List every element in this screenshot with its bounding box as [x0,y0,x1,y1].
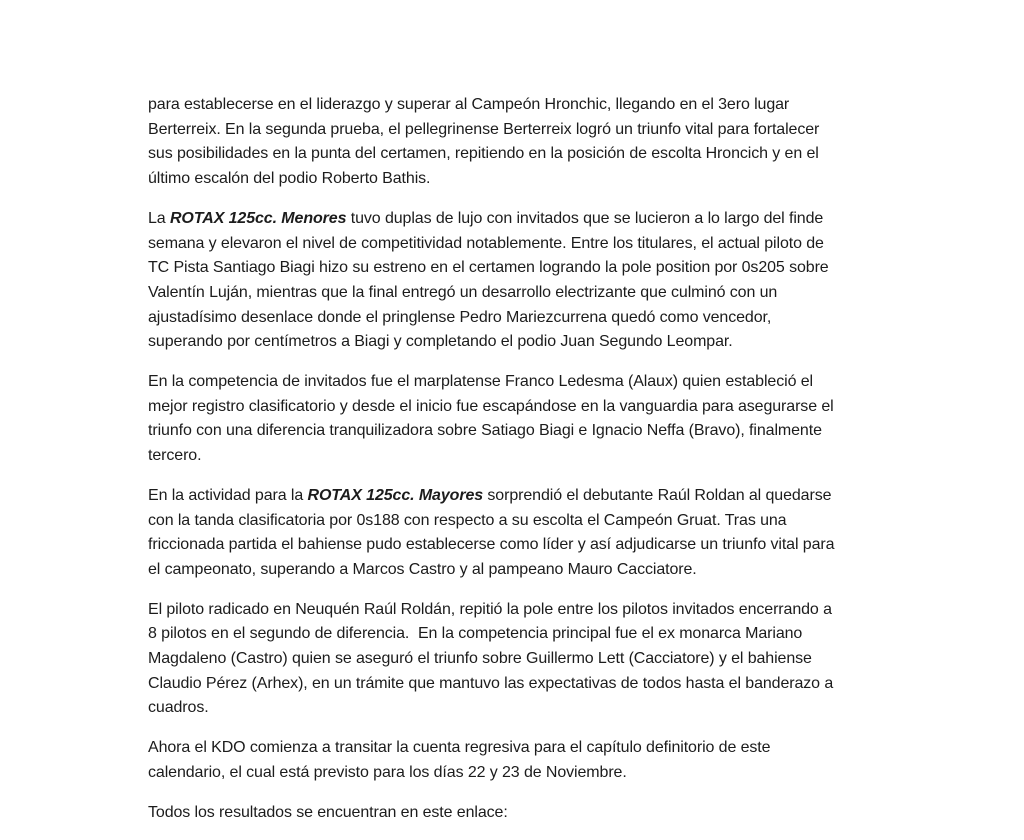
text-segment: Berterreix. En la segunda prueba, el pellegrinense Berterreix logró un triunfo vital para fortalecer [148,120,820,138]
text-line [148,93,948,118]
category-name-emphasis: ROTAX 125cc. Mayores [307,486,484,504]
text-segment: Todos los resultados se encuentran en este enlace: [148,803,508,821]
text-segment: ajustadísimo desenlace donde el pringlense Pedro Mariezcurrena quedó como vencedor, [148,308,772,326]
text-line [148,256,948,281]
text-segment: cuadros. [148,699,209,717]
text-segment: En la actividad para la [148,486,308,504]
text-line [148,444,948,469]
text-line [148,167,948,192]
text-line [148,598,948,623]
text-line [148,232,948,257]
paragraph [148,484,948,583]
paragraph [148,93,948,192]
text-line [148,558,948,583]
text-segment: Claudio Pérez (Arhex), en un trámite que mantuvo las expectativas de todos hasta el banderazo a [148,674,834,692]
text-line [148,306,948,331]
text-segment: último escalón del podio Roberto Bathis. [148,170,431,188]
text-segment: para establecerse en el liderazgo y superar al Campeón Hronchic, llegando en el 3ero lugar [148,96,790,113]
text-segment: 8 pilotos en el segundo de diferencia. En la competencia principal fue el ex monarca Mariano [148,625,803,643]
text-segment: tercero. [148,447,202,465]
category-name-emphasis: ROTAX 125cc. Menores [169,209,347,227]
text-segment: sus posibilidades en la punta del certamen, repitiendo en la posición de escolta Hroncich y en el [148,145,819,163]
text-line [148,118,948,143]
text-line [148,672,948,697]
text-line [148,622,948,647]
text-segment: Ahora el KDO comienza a transitar la cuenta regresiva para el capítulo definitorio de este [148,739,771,757]
text-line [148,761,948,786]
text-line [148,509,948,534]
text-line [148,533,948,558]
text-segment: superando por centímetros a Biagi y completando el podio Juan Segundo Leompar. [148,333,733,351]
text-line [148,736,948,761]
paragraph [148,598,948,722]
text-line [148,142,948,167]
text-segment: Valentín Luján, mientras que la final entregó un desarrollo electrizante que culminó con un [148,283,778,301]
text-segment: con la tanda clasificatoria por 0s188 con respecto a su escolta el Campeón Gruat. Tras una [148,511,787,529]
text-line [148,281,948,306]
text-line [148,395,948,420]
text-segment: calendario, el cual está previsto para los días 22 y 23 de Noviembre. [148,763,627,781]
paragraph [148,370,948,469]
paragraph [148,801,948,826]
text-segment: El piloto radicado en Neuquén Raúl Roldán, repitió la pole entre los pilotos invitados encerrando a [148,600,832,618]
text-segment: semana y elevaron el nivel de competitividad notablemente. Entre los titulares, el actual piloto de [148,234,824,252]
text-line [148,419,948,444]
text-line [148,801,948,826]
text-segment: sorprendió el debutante Raúl Roldan al quedarse [483,486,832,504]
text-segment: TC Pista Santiago Biagi hizo su estreno en el certamen logrando la pole position por 0s205 sobre [148,259,829,277]
text-line [148,330,948,355]
text-segment: tuvo duplas de lujo con invitados que se lucieron a lo largo del finde [346,209,824,227]
text-segment: La [148,209,170,227]
text-segment: mejor registro clasificatorio y desde el inicio fue escapándose en la vanguardia para asegurarse el [148,397,834,415]
paragraph [148,207,948,355]
paragraph [148,736,948,785]
text-segment: Magdaleno (Castro) quien se aseguró el triunfo sobre Guillermo Lett (Cacciatore) y el bahiense [148,650,812,668]
text-segment: friccionada partida el bahiense pudo establecerse como líder y así adjudicarse un triunfo vital para [148,536,835,554]
text-segment: triunfo con una diferencia tranquilizadora sobre Satiago Biagi e Ignacio Neffa (Bravo), finalmente [148,422,822,440]
text-line [148,484,948,509]
text-segment: el campeonato, superando a Marcos Castro y al pampeano Mauro Cacciatore. [148,560,697,578]
article-body [148,93,948,840]
text-segment: En la competencia de invitados fue el marplatense Franco Ledesma (Alaux) quien estableció el [148,373,813,391]
text-line [148,696,948,721]
text-line [148,370,948,395]
text-line [148,647,948,672]
text-line [148,207,948,232]
